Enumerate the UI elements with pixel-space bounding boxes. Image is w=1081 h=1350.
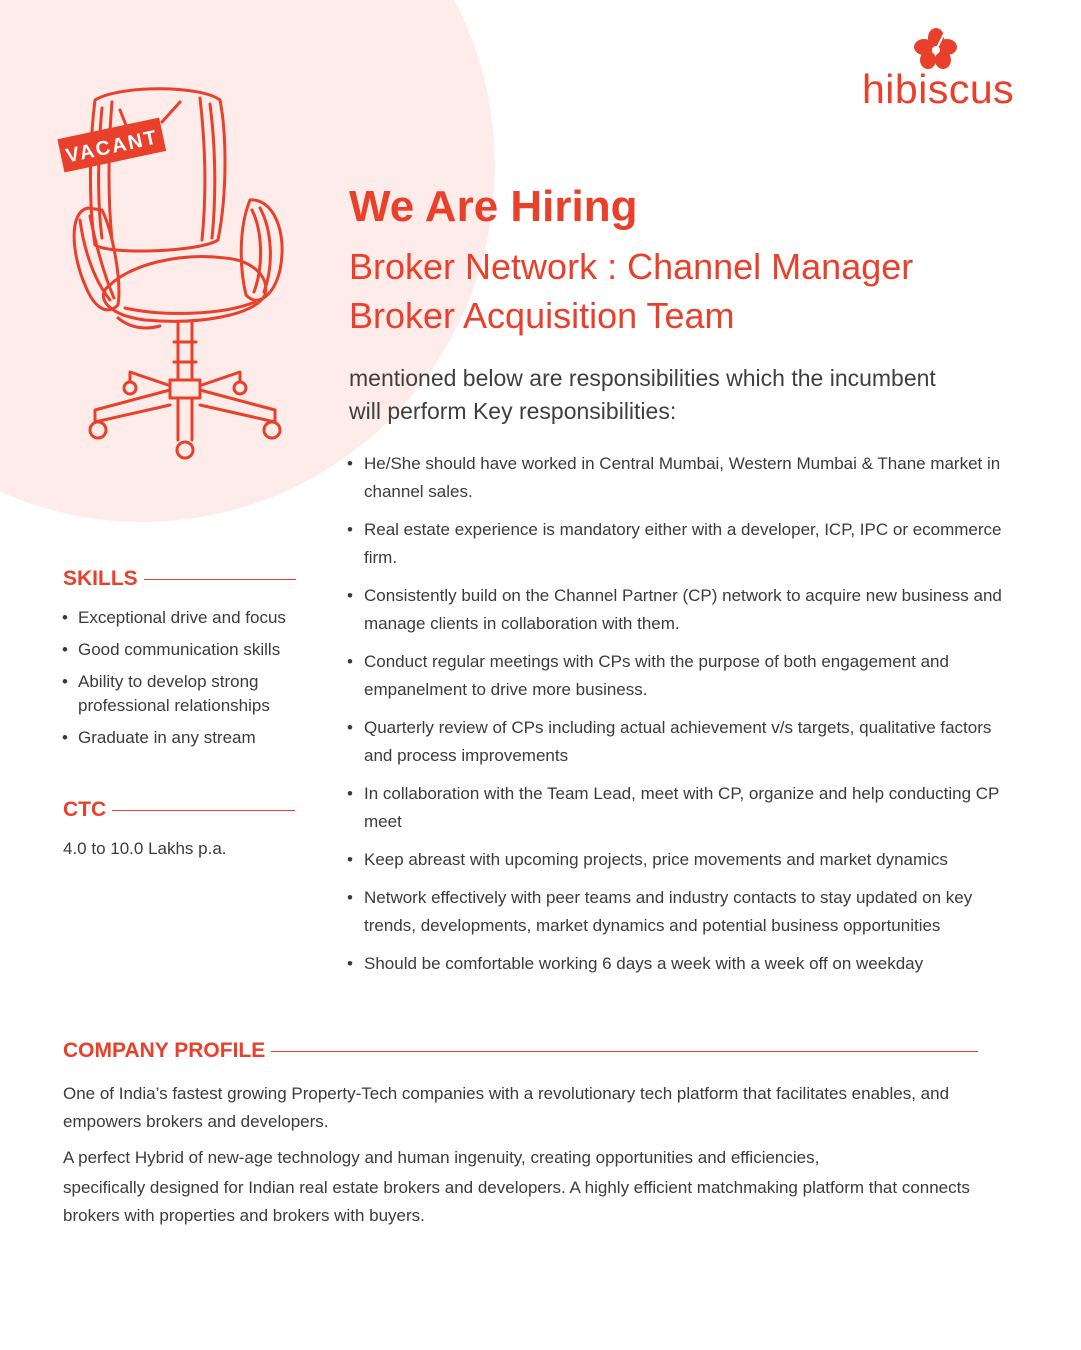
list-item: • Should be comfortable working 6 days a week with a week off on weekday <box>347 950 1017 978</box>
ctc-value: 4.0 to 10.0 Lakhs p.a. <box>63 839 227 858</box>
skills-list <box>62 606 312 758</box>
list-item: • Good communication skills <box>62 638 312 662</box>
divider <box>112 810 295 811</box>
responsibilities-list <box>347 450 1017 988</box>
vacant-sign <box>52 116 172 176</box>
company-profile-heading <box>63 1039 978 1063</box>
company-profile-heading-label: COMPANY PROFILE <box>63 1039 266 1062</box>
vacant-sign-text: VACANT <box>64 126 161 168</box>
list-item: • Exceptional drive and focus <box>62 606 312 630</box>
divider <box>144 579 296 580</box>
list-item: • He/She should have worked in Central Mumbai, Western Mumbai & Thane market in channel sales. <box>347 450 1017 506</box>
divider <box>271 1051 978 1052</box>
list-item: • Network effectively with peer teams and industry contacts to stay updated on key trends, developments, market dynamics and potential business opportunities <box>347 884 1017 940</box>
team-title: Broker Acquisition Team <box>349 295 735 336</box>
company-profile-paragraph: A perfect Hybrid of new-age technology and human ingenuity, creating opportunities and efficiencies, <box>63 1148 820 1167</box>
list-item: • Conduct regular meetings with CPs with the purpose of both engagement and empanelment to drive more business. <box>347 648 1017 704</box>
list-item: • Consistently build on the Channel Partner (CP) network to acquire new business and manage clients in collaboration with them. <box>347 582 1017 638</box>
hibiscus-logo <box>862 28 1047 116</box>
list-item: • In collaboration with the Team Lead, meet with CP, organize and help conducting CP meet <box>347 780 1017 836</box>
vacant-chair-illustration <box>50 80 310 470</box>
skills-heading-label: SKILLS <box>63 567 138 590</box>
logo-text: hibiscus <box>862 66 1015 112</box>
ctc-heading <box>63 798 295 822</box>
intro-text: mentioned below are responsibilities which the incumbent will perform Key responsibilities: <box>349 365 936 424</box>
list-item: • Ability to develop strong professional relationships <box>62 670 312 718</box>
skills-heading <box>63 567 296 591</box>
company-profile-paragraph: One of India’s fastest growing Property-Tech companies with a revolutionary tech platform that facilitates enables, and empowers brokers and developers. <box>63 1084 950 1131</box>
list-item: • Keep abreast with upcoming projects, price movements and market dynamics <box>347 846 1017 874</box>
role-title: Broker Network : Channel Manager <box>349 246 914 287</box>
list-item: • Real estate experience is mandatory either with a developer, ICP, IPC or ecommerce firm. <box>347 516 1017 572</box>
list-item: • Graduate in any stream <box>62 726 312 750</box>
page-title: We Are Hiring <box>349 182 638 231</box>
ctc-heading-label: CTC <box>63 798 107 821</box>
company-profile-paragraph: specifically designed for Indian real estate brokers and developers. A highly efficient matchmaking platform that connects brokers with properties and brokers with buyers. <box>63 1178 970 1225</box>
company-profile-body <box>63 1080 1013 1238</box>
list-item: • Quarterly review of CPs including actual achievement v/s targets, qualitative factors and process improvements <box>347 714 1017 770</box>
